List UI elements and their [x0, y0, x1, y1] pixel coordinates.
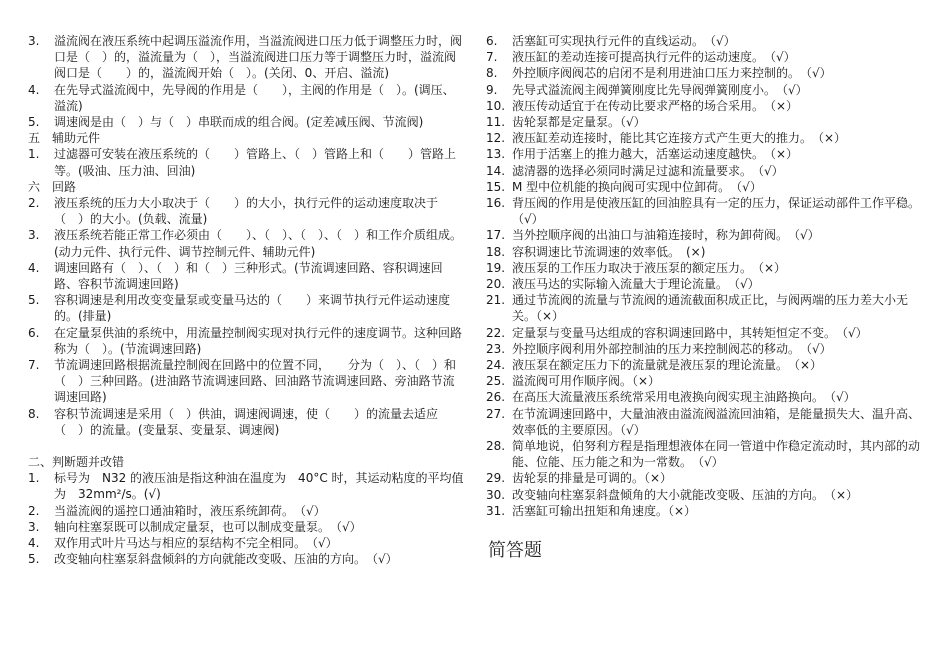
- section-heading: 二、判断题并改错: [28, 455, 125, 470]
- question-number: 8.: [28, 406, 40, 421]
- question-text: 定量泵与变量马达组成的容积调速回路中，其转矩恒定不变。 （√）: [512, 325, 868, 340]
- question-text: 在定量泵供油的系统中，用流量控制阀实现对执行元件的速度调节。这种回路称为（ ）。(节流调速回路): [54, 325, 463, 356]
- question-text: 先导式溢流阀主阀弹簧刚度比先导阀弹簧刚度小。 （√）: [512, 82, 808, 97]
- question-item: [486, 406, 926, 438]
- question-text: 容积调速是利用改变变量泵或变量马达的（ ）来调节执行元件运动速度的。(排量): [54, 293, 451, 324]
- section-title-short-answer: 简答题: [488, 540, 542, 562]
- question-item: [486, 292, 926, 324]
- question-text: 作用于活塞上的推力越大，活塞运动速度越快。 （×）: [512, 147, 799, 162]
- question-item: [28, 82, 464, 114]
- question-item: [28, 292, 464, 324]
- question-number: 5.: [28, 293, 40, 308]
- question-text: 溢流阀在液压系统中起调压溢流作用，当溢流阀进口压力低于调整压力时，阀口是（ ）的，溢流量为（ ），当溢流阀进口压力等于调整压力时，溢流阀阀口是（ ）的，溢流阀开始（ ）。(关闭、0、开启、溢流): [54, 34, 463, 81]
- question-number: 16.: [486, 196, 506, 211]
- question-item: [486, 49, 926, 65]
- question-number: 6.: [486, 34, 498, 48]
- question-item: [486, 260, 926, 276]
- question-number: 7.: [486, 50, 498, 65]
- question-item: [486, 373, 926, 389]
- question-item: [486, 98, 926, 114]
- question-number: 2.: [28, 196, 40, 211]
- question-text: 改变轴向柱塞泵斜盘倾角的大小就能改变吸、压油的方向。 （×）: [512, 487, 859, 502]
- question-item: [486, 357, 926, 373]
- question-text: 齿轮泵的排量是可调的。（×）: [512, 471, 673, 486]
- question-number: 4.: [28, 82, 40, 97]
- question-number: 10.: [486, 98, 506, 113]
- question-item: [28, 470, 464, 502]
- question-item: [28, 114, 464, 130]
- question-item: [28, 535, 464, 551]
- question-text: 液压泵的工作压力取决于液压泵的额定压力。 （×）: [512, 260, 787, 275]
- question-item: [486, 82, 926, 98]
- section-heading: 五 辅助元件: [28, 131, 101, 146]
- question-text: 容积调速比节流调速的效率低。 (×): [512, 244, 706, 259]
- question-item: [28, 357, 464, 406]
- question-number: 8.: [486, 66, 498, 81]
- left-column: [28, 33, 464, 568]
- question-text: 通过节流阀的流量与节流阀的通流截面积成正比，与阀两端的压力差大小无关。（×）: [512, 293, 909, 324]
- question-number: 18.: [486, 244, 506, 259]
- question-text: 调速阀是由（ ）与（ ）串联而成的组合阀。(定差减压阀、节流阀): [54, 115, 424, 130]
- question-text: 背压阀的作用是使液压缸的回油腔具有一定的压力，保证运动部件工作平稳。（√）: [512, 196, 921, 227]
- section-heading: 六 回路: [28, 179, 77, 194]
- question-text: 在先导式溢流阀中，先导阀的作用是（ ），主阀的作用是（ ）。(调压、溢流): [54, 82, 455, 113]
- question-text: 滤清器的选择必须同时满足过滤和流量要求。 （√）: [512, 163, 784, 178]
- question-number: 12.: [486, 131, 506, 146]
- true-false-list-continued: [486, 33, 926, 519]
- question-number: 23.: [486, 341, 506, 356]
- question-number: 3.: [28, 34, 40, 48]
- question-item: [486, 244, 926, 260]
- question-item: [486, 65, 926, 81]
- question-number: 5.: [28, 115, 40, 130]
- question-number: 17.: [486, 228, 506, 243]
- question-item: [486, 227, 926, 243]
- spacer: [28, 438, 464, 454]
- question-item: [486, 163, 926, 179]
- question-number: 4.: [28, 536, 40, 551]
- question-text: 当外控顺序阀的出油口与油箱连接时，称为卸荷阀。 （√）: [512, 228, 820, 243]
- question-number: 22.: [486, 325, 506, 340]
- question-number: 29.: [486, 471, 506, 486]
- question-item: [486, 503, 926, 519]
- question-text: 活塞缸可实现执行元件的直线运动。 （√）: [512, 34, 736, 48]
- question-text: 外控顺序阀阀芯的启闭不是利用进油口压力来控制的。 （√）: [512, 66, 832, 81]
- question-number: 14.: [486, 163, 506, 178]
- question-item: [28, 519, 464, 535]
- question-text: 液压缸的差动连接可提高执行元件的运动速度。 （√）: [512, 50, 796, 65]
- question-number: 3.: [28, 519, 40, 534]
- question-item: [486, 276, 926, 292]
- question-text: 溢流阀可用作顺序阀。（×）: [512, 374, 661, 389]
- question-item: [486, 487, 926, 503]
- question-number: 21.: [486, 293, 506, 308]
- question-item: [486, 325, 926, 341]
- question-text: 液压系统若能正常工作必须由（ ）、（ ）、（ ）、（ ）和工作介质组成。(动力元件、执行元件、调节控制元件、辅助元件): [54, 228, 463, 259]
- question-text: 活塞缸可输出扭矩和角速度。（×）: [512, 503, 697, 518]
- question-item: [486, 33, 926, 49]
- question-number: 15.: [486, 179, 506, 194]
- question-number: 19.: [486, 260, 506, 275]
- question-item: [486, 389, 926, 405]
- question-number: 6.: [28, 325, 40, 340]
- question-number: 30.: [486, 487, 506, 502]
- question-item: [28, 406, 464, 438]
- question-number: 1.: [28, 471, 40, 486]
- question-item: [486, 179, 926, 195]
- question-number: 28.: [486, 439, 506, 454]
- question-number: 31.: [486, 503, 506, 518]
- question-text: 外控顺序阀利用外部控制油的压力来控制阀芯的移动。 （√）: [512, 341, 832, 356]
- question-number: 27.: [486, 406, 506, 421]
- question-item: [28, 260, 464, 292]
- question-item: [486, 130, 926, 146]
- question-item: [28, 33, 464, 82]
- question-number: 2.: [28, 503, 40, 518]
- question-number: 5.: [28, 552, 40, 567]
- question-text: 节流调速回路根据流量控制阀在回路中的位置不同， 分为（ ）、（ ）和（ ）三种回路。(进油路节流调速回路、回油路节流调速回路、旁油路节流调速回路): [54, 358, 457, 405]
- question-item: [28, 227, 464, 259]
- question-text: 过滤器可安装在液压系统的（ ）管路上、（ ）管路上和（ ）管路上等。(吸油、压力油、回油): [54, 147, 457, 178]
- question-item: [28, 325, 464, 357]
- question-number: 3.: [28, 228, 40, 243]
- question-text: 容积节流调速是采用（ ）供油，调速阀调速，使（ ）的流量去适应（ ）的流量。(变量泵、变量泵、调速阀): [54, 406, 439, 437]
- question-number: 4.: [28, 260, 40, 275]
- question-number: 24.: [486, 358, 506, 373]
- question-number: 1.: [28, 147, 40, 162]
- question-item: [486, 114, 926, 130]
- question-text: 双作用式叶片马达与相应的泵结构不完全相同。 （√）: [54, 536, 338, 551]
- question-text: 液压泵在额定压力下的流量就是液压泵的理论流量。 （×）: [512, 358, 823, 373]
- question-text: 调速回路有（ ）、（ ）和（ ）三种形式。(节流调速回路、容积调速回路、容积节流调速回路): [54, 260, 443, 292]
- question-number: 20.: [486, 277, 506, 292]
- question-text: 改变轴向柱塞泵斜盘倾斜的方向就能改变吸、压油的方向。 （√）: [54, 552, 398, 567]
- question-item: [486, 470, 926, 486]
- question-item: [486, 195, 926, 227]
- question-text: 在节流调速回路中，大量油液由溢流阀溢流回油箱，是能量损失大、温升高、效率低的主要原因。（√）: [512, 406, 921, 437]
- question-number: 9.: [486, 82, 498, 97]
- question-number: 11.: [486, 115, 506, 130]
- question-item: [28, 195, 464, 227]
- question-item: [486, 341, 926, 357]
- question-text: M 型中位机能的换向阀可实现中位卸荷。 （√）: [512, 179, 762, 194]
- question-item: [486, 146, 926, 162]
- question-text: 液压系统的压力大小取决于（ ）的大小，执行元件的运动速度取决于（ ）的大小。(负载、流量): [54, 196, 439, 227]
- question-text: 当溢流阀的遥控口通油箱时，液压系统卸荷。 （√）: [54, 503, 326, 518]
- question-item: [486, 438, 926, 470]
- question-text: 简单地说，伯努利方程是指理想液体在同一管道中作稳定流动时，其内部的动能、位能、压力能之和为一常数。 （√）: [512, 439, 921, 470]
- question-number: 25.: [486, 374, 506, 389]
- question-text: 轴向柱塞泵既可以制成定量泵，也可以制成变量泵。 （√）: [54, 519, 362, 534]
- question-text: 液压马达的实际输入流量大于理论流量。 （√）: [512, 277, 760, 292]
- question-item: [28, 503, 464, 519]
- question-text: 齿轮泵都是定量泵。（√）: [512, 115, 646, 130]
- right-column: [486, 33, 926, 562]
- question-text: 标号为 N32 的液压油是指这种油在温度为 40°C 时，其运动粘度的平均值为 32mm²/s。(√): [54, 471, 464, 502]
- question-text: 液压缸差动连接时，能比其它连接方式产生更大的推力。 （×）: [512, 131, 847, 146]
- question-item: [28, 146, 464, 178]
- question-number: 26.: [486, 390, 506, 405]
- question-text: 在高压大流量液压系统常采用电液换向阀实现主油路换向。 （√）: [512, 390, 856, 405]
- question-item: [28, 551, 464, 567]
- question-text: 液压传动适宜于在传动比要求严格的场合采用。 （×）: [512, 98, 799, 113]
- question-number: 13.: [486, 147, 506, 162]
- question-number: 7.: [28, 358, 40, 373]
